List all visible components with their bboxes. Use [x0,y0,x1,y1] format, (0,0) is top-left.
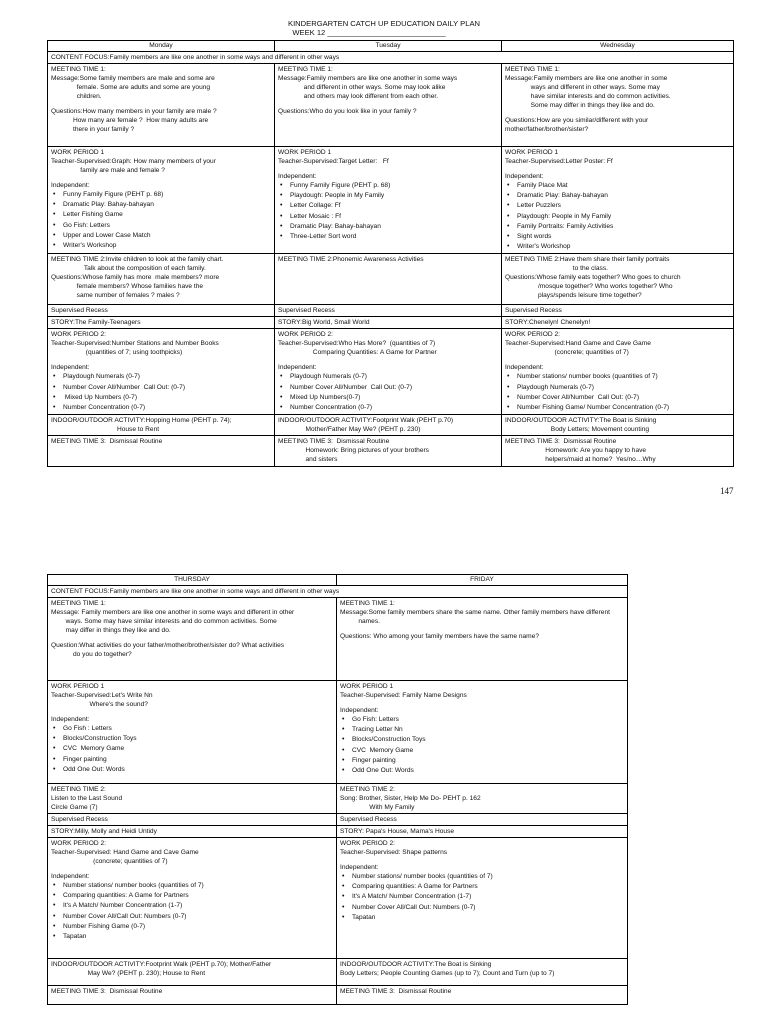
message-text: Message:Some family members share the same name. Other family members have different names. [340,609,610,625]
section-title: MEETING TIME 1: [505,66,560,73]
independent-label: Independent: [51,182,90,189]
independent-item: • Number Concentration (0-7) [278,403,497,413]
independent-list [51,190,270,251]
independent-item: • Tapatan [340,913,623,923]
teacher-supervised: Teacher-Supervised: Hand Game and Cave Game (concrete; quantities of 7) [51,849,199,865]
independent-item: • Upper and Lower Case Match [51,231,270,241]
meeting-time-2-text: MEETING TIME 2: Song: Brother, Sister, Help Me Do- PEHT p. 162 With My Family [340,786,481,811]
work-period-1-row [48,147,734,254]
independent-list [340,872,623,923]
independent-item: • Finger painting [340,756,623,766]
work-period-1-cell [337,681,628,784]
meeting-time-1-cell [337,598,628,681]
independent-item: • Comparing quantities: A Game for Partners [340,882,623,892]
independent-list [505,372,729,413]
indoor-outdoor-activity-cell [48,415,275,436]
meeting-time-3-text: MEETING TIME 3: Dismissal Routine [51,988,163,995]
section-title: MEETING TIME 1: [278,66,333,73]
independent-item: • Number Fishing Game (0-7) [51,922,332,932]
independent-item: • Dramatic Play: Bahay-bahayan [51,200,270,210]
day-header: THURSDAY [48,575,337,586]
independent-item: • It's A Match/ Number Concentration (1-7) [51,901,332,911]
independent-item: • Blocks/Construction Toys [340,735,623,745]
independent-item: • Number stations/ number books (quantities of 7) [51,881,332,891]
independent-label: Independent: [340,864,379,871]
page-number: 147 [720,486,734,496]
meeting-time-1-cell [275,64,502,147]
independent-item: • Writer's Workshop [505,242,729,252]
message-text: Message: Family members are like one another in some ways and different in other ways. Some may have similar interests and do common activities. Some may differ in things they like and do. [51,609,295,634]
day-header: Tuesday [275,41,502,52]
independent-list [51,724,332,775]
independent-item: • Number Fishing Game/ Number Concentration (0-7) [505,403,729,413]
work-period-2-cell [337,838,628,959]
independent-list [340,715,623,776]
supervised-recess: Supervised Recess [337,814,628,826]
question-text: Questions: Who among your family members have the same name? [340,633,540,640]
independent-item: • Number Cover All/Number Call Out: (0-7) [51,383,270,393]
meeting-time-1-cell [502,64,734,147]
message-text: Message:Family members are like one another in some ways and different in other ways. Some may look alike and others may look different from each other. [278,75,458,100]
question-text: Question:What activities do your father/mother/brother/sister do? What activities do you do together? [51,642,285,658]
independent-item: • CVC Memory Game [340,746,623,756]
message-text: Message:Family members are like one another in some ways and different in other ways. Some may have similar interests and do common activities. Some may differ in things they like and do. [505,75,671,109]
independent-item: • Go Fish: Letters [51,221,270,231]
independent-list [51,881,332,942]
story: STORY:Chenelyn! Chenelyn! [502,317,734,329]
indoor-outdoor-activity-text: INDOOR/OUTDOOR ACTIVITY:Footprint Walk (PEHT p.70); Mother/Father May We? (PEHT p. 230); House to Rent [51,961,272,977]
independent-item: • Letter Mosaic : Ff [278,212,497,222]
section-title: WORK PERIOD 1 [51,149,105,156]
day-header: Monday [48,41,275,52]
indoor-outdoor-activity-row [48,415,734,436]
independent-item: • Family Portraits: Family Activities [505,222,729,232]
meeting-time-2-row [48,254,734,305]
page-header [0,19,768,37]
independent-item: • Playdough: People in My Family [278,191,497,201]
week-label: WEEK 12 ____________________________ [292,28,446,37]
independent-item: • Letter Puzzlers [505,201,729,211]
independent-item: • Tapatan [51,932,332,942]
independent-item: • Funny Family Figure (PEHT p. 68) [51,190,270,200]
independent-item: • Playdough Numerals (0-7) [278,372,497,382]
plan-table-week-days [47,40,734,467]
independent-item: • Number Concentration (0-7) [51,403,270,413]
work-period-1-row [48,681,628,784]
teacher-supervised: Teacher-Supervised:Letter Poster: Ff [505,158,613,165]
story: STORY:Milly, Molly and Heidi Untidy [48,826,337,838]
independent-item: • Comparing quantities: A Game for Partners [51,891,332,901]
independent-list [51,372,270,413]
section-title: WORK PERIOD 2: [340,840,395,847]
independent-item: • Playdough Numerals (0-7) [505,383,729,393]
plan-title: KINDERGARTEN CATCH UP EDUCATION DAILY PLAN [288,19,480,28]
independent-item: • Funny Family Figure (PEHT p. 68) [278,181,497,191]
meeting-time-2-cell [337,784,628,814]
story-row [48,826,628,838]
independent-item: • Mixed Up Numbers(0-7) [278,393,497,403]
day-header: FRIDAY [337,575,628,586]
story: STORY:Big World, Small World [275,317,502,329]
indoor-outdoor-activity-text: INDOOR/OUTDOOR ACTIVITY:The Boat is Sinking Body Letters; People Counting Games (up to 7); Count and Turn (up to 7) [340,961,555,977]
independent-item: • Number stations/ number books (quantities of 7) [340,872,623,882]
independent-item: • Playdough Numerals (0-7) [51,372,270,382]
independent-label: Independent: [51,364,90,372]
teacher-supervised: Teacher-Supervised: Family Name Designs [340,692,467,699]
section-title: WORK PERIOD 2: [51,331,106,339]
meeting-time-2-text: MEETING TIME 2:Invite children to look at the family chart. Talk about the composition of each family. Questions:Whose family has more male members? more female members? Whose families have the same number of females ? males ? [51,256,224,300]
independent-item: • Family Place Mat [505,181,729,191]
indoor-outdoor-activity-text: INDOOR/OUTDOOR ACTIVITY:Hopping Home (PEHT p. 74); House to Rent [51,417,232,434]
section-title: MEETING TIME 1: [340,600,395,607]
section-title: WORK PERIOD 1 [505,149,559,156]
meeting-time-2-cell [502,254,734,305]
supervised-recess: Supervised Recess [275,305,502,317]
section-title: WORK PERIOD 1 [340,683,394,690]
indoor-outdoor-activity-cell [337,959,628,986]
story: STORY:The Family-Teenagers [48,317,275,329]
supervised-recess: Supervised Recess [48,305,275,317]
independent-item: • Dramatic Play: Bahay-bahayan [505,191,729,201]
supervised-recess-row [48,814,628,826]
meeting-time-3-row [48,436,734,467]
indoor-outdoor-activity-text: INDOOR/OUTDOOR ACTIVITY:Footprint Walk (PEHT p.70) Mother/Father May We? (PEHT p. 230) [278,417,454,434]
section-title: WORK PERIOD 1 [278,149,332,156]
indoor-outdoor-activity-cell [48,959,337,986]
story-row [48,317,734,329]
independent-list [278,372,497,413]
independent-label: Independent: [51,873,90,880]
independent-item: • Number Cover All/Number Call Out: (0-7) [278,383,497,393]
meeting-time-2-text: MEETING TIME 2: Listen to the Last Sound Circle Game (7) [51,786,123,811]
teacher-supervised: Teacher-Supervised:Number Stations and Number Books (quantities of 7; using toothpicks) [51,340,219,357]
section-title: WORK PERIOD 2: [278,331,333,339]
meeting-time-2-text: MEETING TIME 2:Have them share their family portraits to the class. Questions:Whose family eats together? Who goes to church /mosque together? Who works together? Who plays/spends leisure time together? [505,256,681,300]
section-title: WORK PERIOD 2: [51,840,106,847]
indoor-outdoor-activity-text: INDOOR/OUTDOOR ACTIVITY:The Boat is Sinking Body Letters; Movement counting [505,417,657,434]
meeting-time-3-text: MEETING TIME 3: Dismissal Routine [51,438,163,446]
teacher-supervised: Teacher-Supervised:Graph: How many members of your family are male and female ? [51,158,216,174]
indoor-outdoor-activity-cell [502,415,734,436]
independent-item: • Sight words [505,232,729,242]
meeting-time-3-cell [48,436,275,467]
meeting-time-3-cell [48,986,337,1005]
section-title: WORK PERIOD 2: [505,331,560,339]
message-text: Message:Some family members are male and some are female. Some are adults and some are young children. [51,75,215,100]
independent-item: • CVC Memory Game [51,744,332,754]
meeting-time-3-cell [502,436,734,467]
teacher-supervised: Teacher-Supervised:Target Letter: Ff [278,158,389,165]
teacher-supervised: Teacher-Supervised:Who Has More? (quantities of 7) Comparing Quantities: A Game for Partner [278,340,437,357]
meeting-time-2-cell [48,784,337,814]
independent-label: Independent: [278,364,317,372]
meeting-time-2-text: MEETING TIME 2:Phonemic Awareness Activities [278,256,424,264]
independent-item: • Three-Letter Sort word [278,232,497,242]
meeting-time-3-cell [275,436,502,467]
meeting-time-3-cell [337,986,628,1005]
independent-label: Independent: [278,173,317,180]
meeting-time-3-text: MEETING TIME 3: Dismissal Routine Homework: Are you happy to have helpers/maid at home? Yes/no…Why [505,438,656,464]
meeting-time-1-row [48,64,734,147]
meeting-time-2-row [48,784,628,814]
independent-item: • Mixed Up Numbers (0-7) [51,393,270,403]
independent-label: Independent: [51,716,90,723]
question-text: Questions:How are you similar/different with your mother/father/brother/sister? [505,117,649,133]
work-period-2-row [48,838,628,959]
independent-item: • Dramatic Play: Bahay-bahayan [278,222,497,232]
independent-item: • Odd One Out: Words [51,765,332,775]
day-header-row [48,41,734,52]
meeting-time-3-text: MEETING TIME 3: Dismissal Routine [340,988,452,995]
work-period-2-cell [502,329,734,415]
question-text: Questions:How many members in your family are male ? How many are female ? How many adults are there in your family ? [51,108,217,133]
independent-label: Independent: [505,364,544,372]
meeting-time-2-cell [275,254,502,305]
day-header: Wednesday [502,41,734,52]
supervised-recess: Supervised Recess [48,814,337,826]
indoor-outdoor-activity-cell [275,415,502,436]
independent-list [278,181,497,242]
independent-item: • Number stations/ number books (quantities of 7) [505,372,729,382]
independent-item: • Letter Fishing Game [51,210,270,220]
independent-label: Independent: [505,173,544,180]
work-period-1-cell [502,147,734,254]
work-period-1-cell [48,681,337,784]
content-focus-row [48,586,628,598]
teacher-supervised: Teacher-Supervised: Shape patterns [340,849,448,856]
work-period-2-cell [275,329,502,415]
independent-item: • Number Cover All/Call Out: Numbers (0-7) [51,912,332,922]
independent-item: • Tracing Letter Nn [340,725,623,735]
meeting-time-3-text: MEETING TIME 3: Dismissal Routine Homework: Bring pictures of your brothers and sisters [278,438,429,464]
meeting-time-1-row [48,598,628,681]
independent-list [505,181,729,252]
meeting-time-1-cell [48,598,337,681]
work-period-2-cell [48,838,337,959]
work-period-1-cell [275,147,502,254]
indoor-outdoor-activity-row [48,959,628,986]
independent-item: • Go Fish : Letters [51,724,332,734]
independent-item: • Playdough: People in My Family [505,212,729,222]
work-period-1-cell [48,147,275,254]
independent-item: • Writer's Workshop [51,241,270,251]
independent-item: • Number Cover All/Number Call Out: (0-7) [505,393,729,403]
section-title: MEETING TIME 1: [51,600,106,607]
day-header-row [48,575,628,586]
work-period-2-row [48,329,734,415]
question-text: Questions:Who do you look like in your family ? [278,108,417,115]
teacher-supervised: Teacher-Supervised:Hand Game and Cave Game (concrete; quantities of 7) [505,340,651,357]
independent-item: • Blocks/Construction Toys [51,734,332,744]
supervised-recess: Supervised Recess [502,305,734,317]
content-focus: CONTENT FOCUS:Family members are like one another in some ways and different in other ways [48,52,734,64]
independent-item: • It's A Match/ Number Concentration (1-7) [340,892,623,902]
work-period-2-cell [48,329,275,415]
independent-item: • Finger painting [51,755,332,765]
content-focus: CONTENT FOCUS:Family members are like one another in some ways and different in other ways [48,586,628,598]
meeting-time-2-cell [48,254,275,305]
story: STORY: Papa's House, Mama's House [337,826,628,838]
section-title: WORK PERIOD 1 [51,683,105,690]
independent-item: • Number Cover All/Call Out: Numbers (0-7) [340,903,623,913]
content-focus-row [48,52,734,64]
supervised-recess-row [48,305,734,317]
independent-label: Independent: [340,707,379,714]
meeting-time-1-cell [48,64,275,147]
independent-item: • Odd One Out: Words [340,766,623,776]
section-title: MEETING TIME 1: [51,66,106,73]
teacher-supervised: Teacher-Supervised:Let's Write Nn Where's the sound? [51,692,153,708]
plan-table-thu-fri [47,574,628,1005]
independent-item: • Letter Collage: Ff [278,201,497,211]
independent-item: • Go Fish: Letters [340,715,623,725]
meeting-time-3-row [48,986,628,1005]
